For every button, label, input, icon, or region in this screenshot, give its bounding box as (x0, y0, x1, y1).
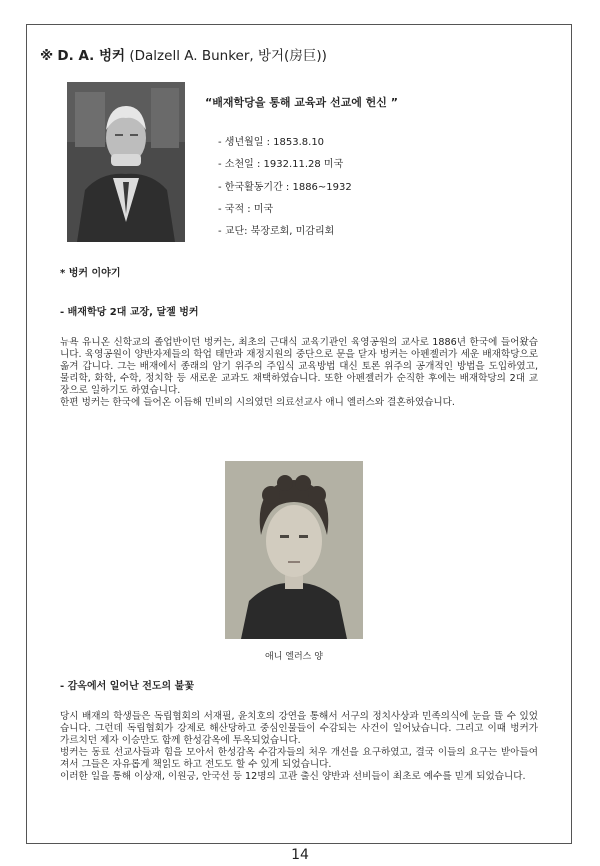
story-heading: * 벙커 이야기 (60, 268, 121, 279)
photo-caption: 애니 엘러스 양 (265, 652, 323, 662)
section2-paragraph: 벙커는 동료 선교사들과 힘을 모아서 한성감옥 수감자들의 처우 개선을 요구하였고, 결국 이들의 요구는 받아들여져서 그들은 자유롭게 책읽도 하고 전도도 할 수 있게 되었습니다. (60, 747, 538, 770)
portrait-photo-bunker (67, 82, 185, 242)
title-subtitle: (Dalzell A. Bunker, 방거(房巨)) (125, 48, 327, 64)
page-title (40, 44, 327, 64)
fact-nationality: - 국적 : 미국 (218, 203, 274, 215)
section1-heading: - 배재학당 2대 교장, 달젤 벙커 (60, 307, 199, 318)
section1-body (60, 337, 538, 409)
fact-denomination: - 교단: 북장로회, 미감리회 (218, 226, 335, 238)
portrait-photo-annie-ellers (225, 461, 363, 639)
section2-heading: - 감옥에서 일어난 전도의 불꽃 (60, 681, 194, 692)
section2-body (60, 711, 538, 783)
section1-paragraph: 뉴욕 유니온 신학교의 졸업반이던 벙커는, 최초의 근대식 교육기관인 육영공원의 교사로 1886년 한국에 들어왔습니다. 육영공원이 양반자제들의 학업 태만과 재정지원의 중단으로 문을 닫자 벙커는 아펜젤러가 세운 배재학당으로 옮겨 갑니다. 그는 배재에서 종래의 암기 위주의 주입식 교육방법 대신 토론 위주의 공개적인 방법을 도입하였고, 물리학, 화학, 수학, 정치학 등 새로운 교과도 채택하였습니다. 또한 아펜젤러가 순직한 후에는 배재학당의 2대 교장으로 일하기도 하였습니다. (60, 337, 538, 396)
fact-death-date: - 소천일 : 1932.11.28 미국 (218, 159, 344, 171)
title-marker: ※ (40, 48, 54, 64)
fact-activity-period: - 한국활동기간 : 1886~1932 (218, 181, 352, 193)
section1-paragraph: 한편 벙커는 한국에 들어온 이듬해 민비의 시의였던 의료선교사 애니 엘러스와 결혼하였습니다. (60, 397, 455, 408)
title-name: D. A. 벙커 (57, 48, 126, 64)
section2-paragraph: 이러한 일을 통해 이상재, 이원긍, 안국선 등 12명의 고관 출신 양반과 선비들이 최초로 예수를 믿게 되었습니다. (60, 771, 526, 782)
fact-birth-date: - 생년월일 : 1853.8.10 (218, 137, 325, 148)
section2-paragraph: 당시 배재의 학생들은 독립협회의 서재필, 윤치호의 강연을 통해서 서구의 정치사상과 민족의식에 눈을 뜰 수 있었습니다. 그런데 독립협회가 강제로 해산당하고 중심인물들이 수감되는 사건이 일어났습니다. 그리고 이때 벙커가 가르치던 제자 이승만도 함께 한성감옥에 투옥되었습니다. (60, 711, 538, 746)
page-number: 14 (291, 847, 309, 863)
quote-heading: “배재학당을 통해 교육과 선교에 헌신 ” (205, 96, 398, 109)
profile-facts-list (218, 136, 352, 247)
